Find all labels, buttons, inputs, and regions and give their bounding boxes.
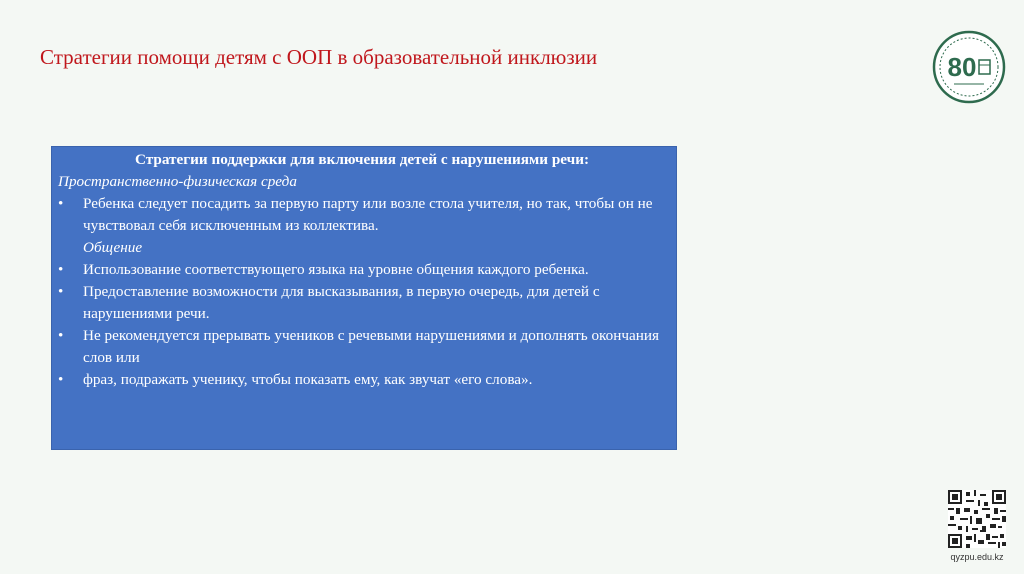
bullet-marker: • bbox=[58, 283, 64, 300]
list-item bbox=[58, 369, 666, 391]
slide-title: Стратегии помощи детям с ООП в образовательной инклюзии bbox=[40, 45, 598, 69]
speech-strategies-box bbox=[51, 146, 677, 450]
list-item-text: Предоставление возможности для высказывания, в первую очередь, для детей с нарушениями речи. bbox=[83, 283, 600, 322]
list-item-text: Использование соответствующего языка на уровне общения каждого ребенка. bbox=[83, 261, 589, 278]
list-item bbox=[58, 325, 666, 369]
bullet-marker: • bbox=[58, 371, 64, 388]
list-item-text: Не рекомендуется прерывать учеников с речевыми нарушениями и дополнять окончания слов или bbox=[83, 327, 659, 366]
list-item bbox=[58, 193, 666, 237]
list-item bbox=[58, 281, 666, 325]
section-title-communication: Общение bbox=[83, 239, 143, 256]
list-item-text: Ребенка следует посадить за первую парту или возле стола учителя, но так, чтобы он не чувствовал себя исключенным из коллектива. bbox=[83, 195, 653, 234]
bullet-marker: • bbox=[58, 327, 64, 344]
bullet-marker: • bbox=[58, 261, 64, 278]
section-title-physical-environment: Пространственно-физическая среда bbox=[58, 173, 297, 190]
list-item bbox=[58, 259, 666, 281]
box-heading: Стратегии поддержки для включения детей с нарушениями речи: bbox=[134, 151, 589, 168]
logo-number: 80 bbox=[947, 52, 977, 82]
bullet-marker: • bbox=[58, 195, 64, 212]
footer-website-url: qyzpu.edu.kz bbox=[950, 552, 1004, 562]
university-seal-logo bbox=[932, 30, 1006, 104]
qr-code-icon bbox=[948, 490, 1006, 548]
list-item-text: фраз, подражать ученику, чтобы показать ему, как звучат «его слова». bbox=[83, 371, 533, 388]
